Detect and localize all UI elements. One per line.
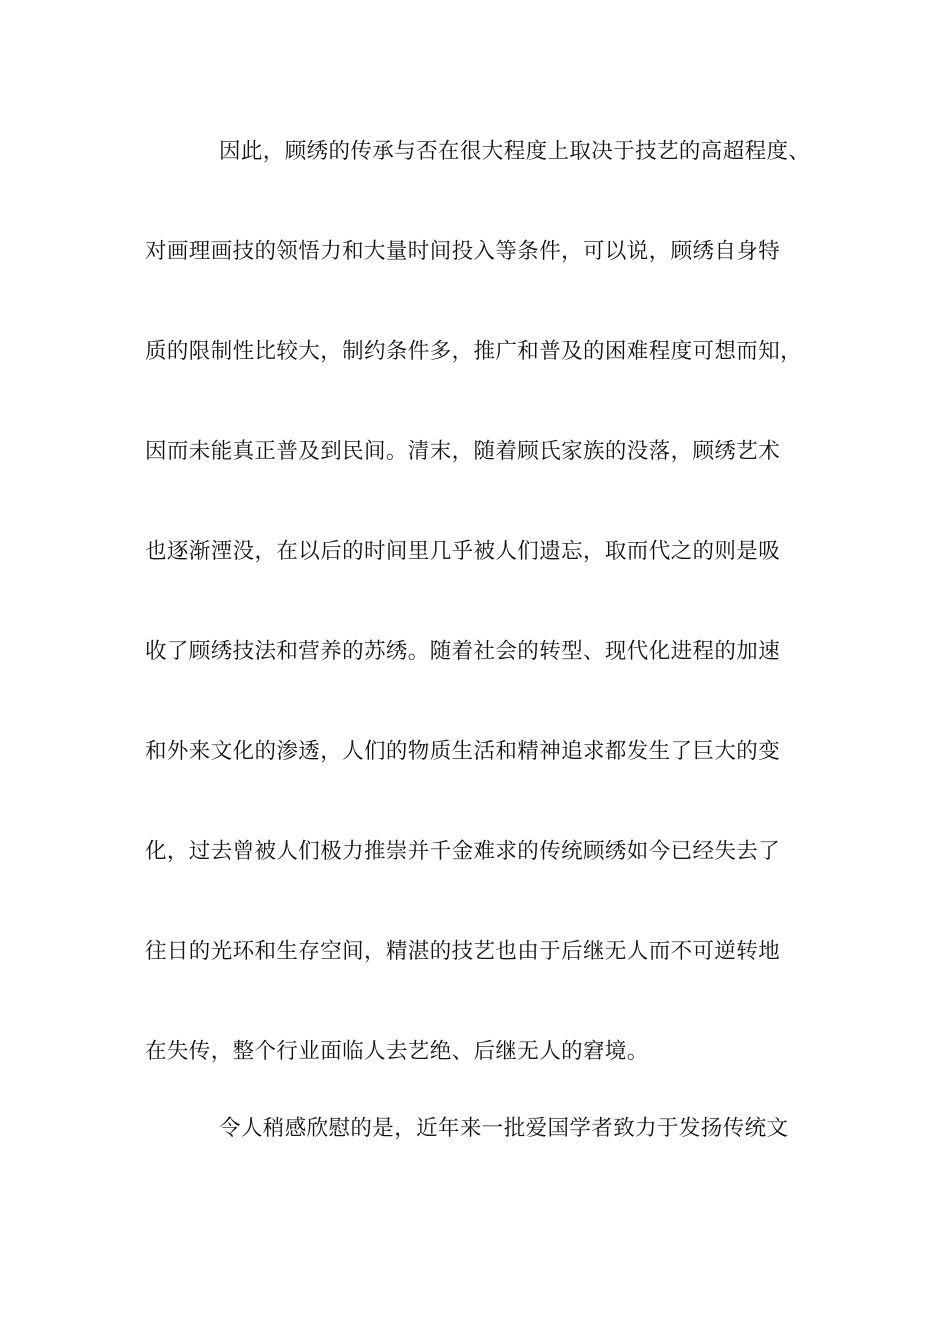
paragraph-1-line-5: 也逐渐湮没，在以后的时间里几乎被人们遗忘，取而代之的则是吸 (145, 539, 781, 564)
paragraph-1-line-4: 因而未能真正普及到民间。清末，随着顾氏家族的没落，顾绣艺术 (145, 439, 781, 464)
paragraph-1-line-9: 往日的光环和生存空间，精湛的技艺也由于后继无人而不可逆转地 (145, 939, 781, 964)
paragraph-2-line-1: 令人稍感欣慰的是，近年来一批爱国学者致力于发扬传统文 (219, 1116, 789, 1141)
paragraph-1-line-8: 化，过去曾被人们极力推崇并千金难求的传统顾绣如今已经失去了 (145, 839, 781, 864)
paragraph-1-line-6: 收了顾绣技法和营养的苏绣。随着社会的转型、现代化进程的加速 (145, 639, 781, 664)
paragraph-1-line-10: 在失传，整个行业面临人去艺绝、后继无人的窘境。 (145, 1039, 649, 1064)
paragraph-1-line-2: 对画理画技的领悟力和大量时间投入等条件，可以说，顾绣自身特 (145, 239, 781, 264)
paragraph-1-line-1: 因此，顾绣的传承与否在很大程度上取决于技艺的高超程度、 (219, 139, 811, 164)
paragraph-1-line-7: 和外来文化的渗透，人们的物质生活和精神追求都发生了巨大的变 (145, 739, 781, 764)
paragraph-1-line-3: 质的限制性比较大，制约条件多，推广和普及的困难程度可想而知， (145, 339, 803, 364)
